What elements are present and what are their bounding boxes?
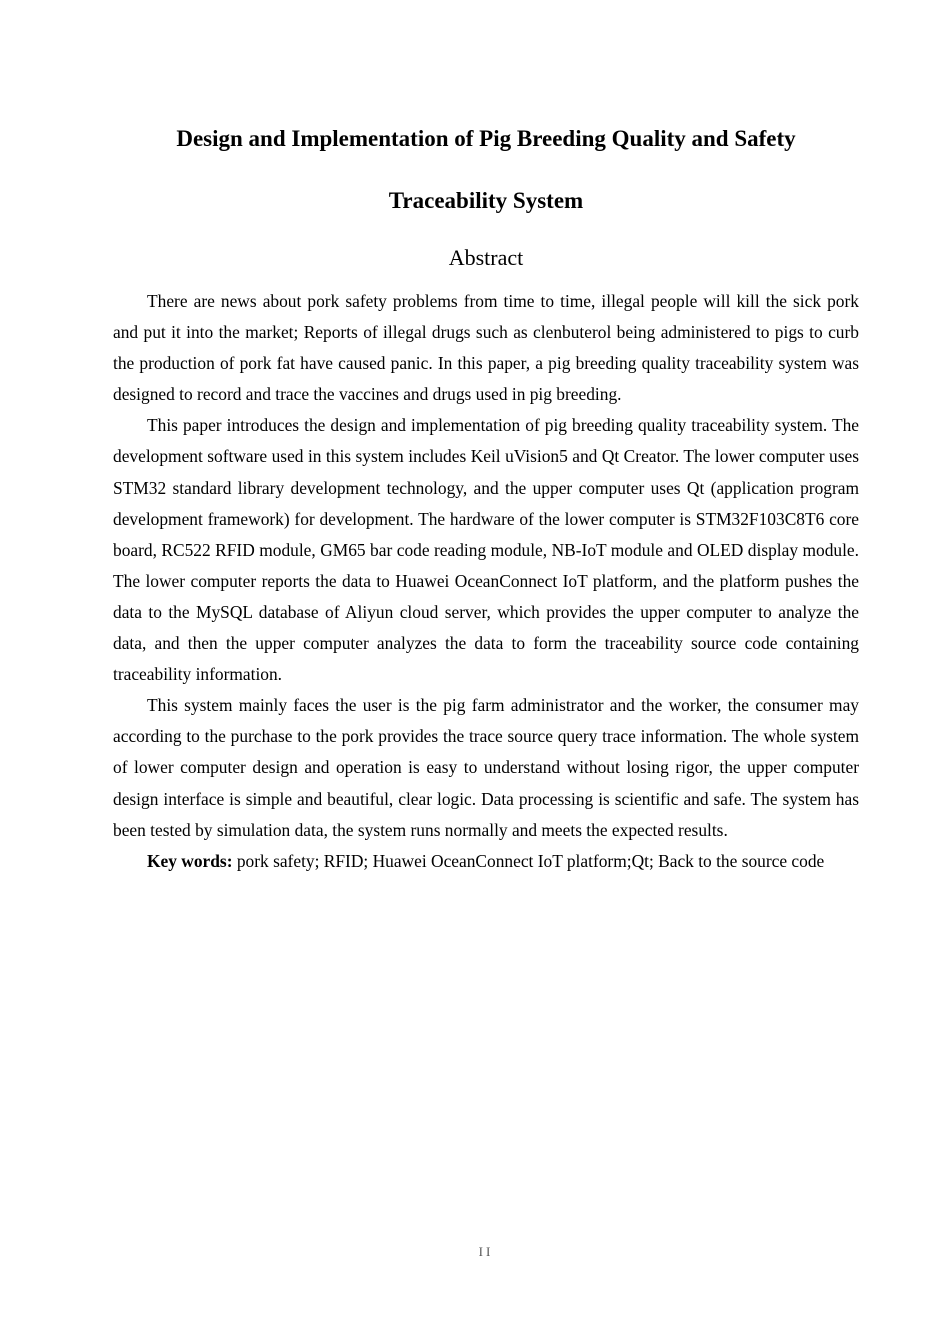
keywords-label: Key words: [147,850,233,871]
keywords-paragraph [113,846,859,877]
abstract-paragraph-1: There are news about pork safety problems from time to time, illegal people will kill the sick pork and put it into the market; Reports of illegal drugs such as clenbuterol being administered to pigs to curb the production of pork fat have caused panic. In this paper, a pig breeding quality traceability system was designed to record and trace the vaccines and drugs used in pig breeding. [113,291,859,405]
abstract-paragraph-2: This paper introduces the design and implementation of pig breeding quality traceability system. The development software used in this system includes Keil uVision5 and Qt Creator. The lower computer uses STM32 standard library development technology, and the upper computer uses Qt (application program development framework) for development. The hardware of the lower computer is STM32F103C8T6 core board, RC522 RFID module, GM65 bar code reading module, NB-IoT module and OLED display module. The lower computer reports the data to Huawei OceanConnect IoT platform, and the platform pushes the data to the MySQL database of Aliyun cloud server, which provides the upper computer to analyze the data, and then the upper computer analyzes the data to form the traceability source code containing traceability information. [113,415,859,685]
keywords-text: pork safety; RFID; Huawei OceanConnect IoT platform;Qt; Back to the source code [232,850,825,871]
abstract-paragraph-3: This system mainly faces the user is the pig farm administrator and the worker, the consumer may according to the purchase to the pork provides the trace source query trace information. The whole system of lower computer design and operation is easy to understand without losing rigor, the upper computer design interface is simple and beautiful, clear logic. Data processing is scientific and safe. The system has been tested by simulation data, the system runs normally and meets the expected results. [113,695,859,840]
abstract-body [113,286,859,877]
abstract-heading: Abstract [448,245,524,270]
document-title-line-2: Traceability System [388,188,584,213]
page-number: II [478,1244,494,1259]
document-title-line-1: Design and Implementation of Pig Breeding Quality and Safety [176,126,796,151]
